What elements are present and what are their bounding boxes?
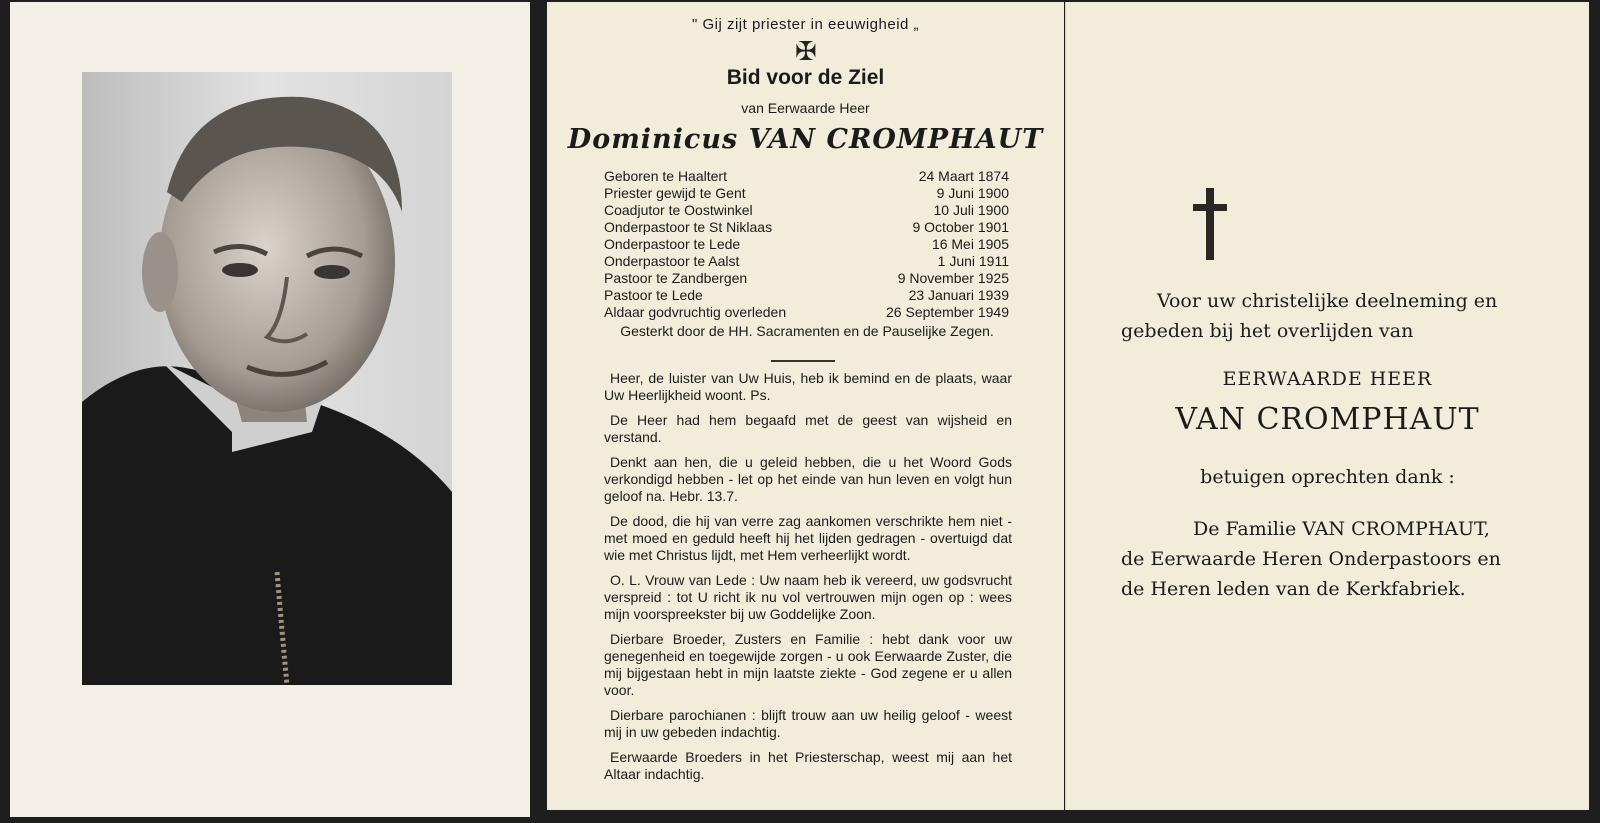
timeline-date: 9 Juni 1900 — [936, 185, 1009, 201]
timeline-event: Aldaar godvruchtig overleden — [604, 304, 787, 320]
deceased-name: Dominicus VAN CROMPHAUT — [567, 124, 1044, 155]
timeline-date: 1 Juni 1911 — [937, 253, 1009, 269]
timeline-event: Coadjutor te Oostwinkel — [604, 202, 753, 218]
timeline-row — [604, 168, 1009, 185]
timeline-row — [604, 253, 1009, 270]
sacraments-note: Gesterkt door de HH. Sacramenten en de Pauselijke Zegen. — [620, 323, 994, 339]
prayer-heading: Bid voor de Ziel — [726, 66, 885, 89]
thanks-intro-line: gebeden bij het overlijden van — [1121, 320, 1414, 342]
timeline-event: Priester gewijd te Gent — [604, 185, 746, 201]
verse-paragraph: De dood, die hij van verre zag aankomen verschrikte hem niet - met moed en geduld heeft hij het lijden gedragen - overtuigd dat wie met Christus lijdt, met Hem verheerlijkt wordt. — [604, 513, 1012, 563]
timeline-date: 26 September 1949 — [886, 304, 1009, 320]
memorial-text-card — [547, 2, 1064, 810]
latin-cross-icon — [1193, 188, 1227, 260]
timeline-event: Onderpastoor te Aalst — [604, 253, 740, 269]
timeline-event: Pastoor te Zandbergen — [604, 270, 748, 286]
verse-paragraph: O. L. Vrouw van Lede : Uw naam heb ik vereerd, uw godsvrucht verspreid : tot U richt ik nu vol vertrouwen mijn ogen op : wees mijn voorspreekster bij uw Goddelijke Zoon. — [604, 572, 1012, 622]
cross-icon: ✠ — [795, 36, 817, 66]
timeline-date: 9 October 1901 — [912, 219, 1009, 235]
verse-paragraph: De Heer had hem begaafd met de geest van wijsheid en verstand. — [604, 412, 1012, 445]
timeline-date: 23 Januari 1939 — [908, 287, 1009, 303]
timeline-date: 9 November 1925 — [897, 270, 1009, 286]
timeline-row — [604, 219, 1009, 236]
timeline-date: 16 Mei 1905 — [931, 236, 1009, 252]
timeline-row — [604, 270, 1009, 287]
timeline-event: Geboren te Haaltert — [604, 168, 727, 184]
thanks-intro — [1121, 286, 1541, 346]
timeline-event: Onderpastoor te Lede — [604, 236, 741, 252]
honorific-title: EERWAARDE HEER — [1222, 368, 1433, 390]
thanks-card — [1065, 2, 1589, 810]
verse-paragraph: Heer, de luister van Uw Huis, heb ik bemind en de plaats, waar Uw Heerlijkheid woont. Ps. — [604, 370, 1012, 403]
timeline-row — [604, 185, 1009, 202]
timeline-date: 24 Maart 1874 — [918, 168, 1009, 184]
timeline-event: Pastoor te Lede — [604, 287, 703, 303]
verse-paragraph: Eerwaarde Broeders in het Priesterschap, weest mij aan het Altaar indachtig. — [604, 749, 1012, 782]
timeline-event: Onderpastoor te St Niklaas — [604, 219, 773, 235]
signer-line: de Heren leden van de Kerkfabriek. — [1121, 578, 1466, 600]
signers-block — [1121, 514, 1551, 604]
thanks-intro-line: Voor uw christelijke deelneming en — [1157, 290, 1498, 312]
timeline-row — [604, 304, 1009, 321]
life-timeline — [604, 168, 1009, 321]
divider — [771, 360, 835, 362]
verses-block — [604, 370, 1012, 791]
timeline-date: 10 Juli 1900 — [933, 202, 1009, 218]
verse-paragraph: Denkt aan hen, die u geleid hebben, die u het Woord Gods verkondigd hebben - let op het einde van hun leven en volgt hun geloof na. Hebr. 13.7. — [604, 454, 1012, 504]
priest-portrait-photo — [82, 72, 452, 685]
timeline-row — [604, 287, 1009, 304]
gratitude-line: betuigen oprechten dank : — [1200, 466, 1455, 488]
signer-line: De Familie VAN CROMPHAUT, — [1193, 518, 1490, 540]
signer-line: de Eerwaarde Heren Onderpastoors en — [1121, 548, 1501, 570]
verse-paragraph: Dierbare Broeder, Zusters en Familie : hebt dank voor uw genegenheid en toegewijde zorgen - u ook Eerwaarde Zuster, die mij bijgestaan hebt in mijn laatste ziekte - God zegene er u allen voor. — [604, 631, 1012, 698]
prayer-subheading: van Eerwaarde Heer — [741, 100, 870, 116]
verse-paragraph: Dierbare parochianen : blijft trouw aan uw heilig geloof - weest mij in uw gebeden indachtig. — [604, 707, 1012, 740]
timeline-row — [604, 202, 1009, 219]
deceased-surname: VAN CROMPHAUT — [1175, 402, 1480, 437]
portrait-illustration — [82, 72, 452, 685]
scripture-quote: " Gij zijt priester in eeuwigheid „ — [691, 16, 920, 33]
timeline-row — [604, 236, 1009, 253]
portrait-card — [10, 2, 530, 817]
